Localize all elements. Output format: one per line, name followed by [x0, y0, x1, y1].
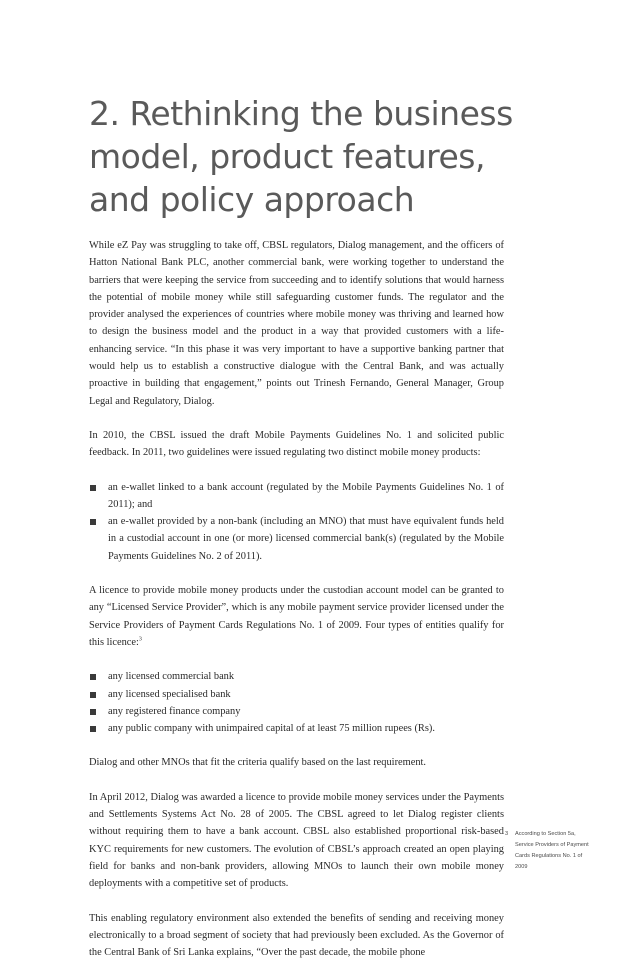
square-bullet-icon [90, 692, 96, 698]
list-item [89, 513, 504, 565]
section-heading: 2. Rethinking the business model, product features, and policy approach [89, 94, 513, 219]
square-bullet-icon [90, 519, 96, 525]
list-item [89, 479, 504, 514]
square-bullet-icon [90, 485, 96, 491]
body-column [89, 237, 504, 978]
paragraph-licence [89, 582, 504, 651]
paragraph-licence-award: In April 2012, Dialog was awarded a licence to provide mobile money services under the Payments and Settlements Systems Act No. 28 of 2005. The CBSL agreed to let Dialog register clients without requiring them to have a bank account. CBSL also established proportional risk-based KYC requirements for new customers. The evolution of CBSL’s approach created an open playing field for banks and non-bank providers, allowing MNOs to launch their own mobile money deployments with a competitive set of products. [89, 791, 504, 890]
entities-list [89, 668, 504, 737]
list-item [89, 703, 504, 720]
square-bullet-icon [90, 709, 96, 715]
list-item-text: an e-wallet provided by a non-bank (including an MNO) that must have equivalent funds held in a custodial account in one (or more) licensed commercial bank(s) (regulated by the Mobile Payments Guidelines No. 2 of 2011). [108, 516, 504, 562]
paragraph-guidelines: In 2010, the CBSL issued the draft Mobile Payments Guidelines No. 1 and solicited public feedback. In 2011, two guidelines were issued regulating two distinct mobile money products: [89, 429, 504, 459]
footnote-number: 3 [505, 831, 509, 837]
paragraph-licence-text: A licence to provide mobile money products under the custodian account model can be granted to any “Licensed Service Provider”, which is any mobile payment service provider licensed under the Service Providers of Payment Cards Regulations No. 1 of 2009. Four types of entities qualify for this licence: [89, 585, 504, 648]
list-item [89, 720, 504, 737]
square-bullet-icon [90, 674, 96, 680]
paragraph-intro: While eZ Pay was struggling to take off, CBSL regulators, Dialog management, and the officers of Hatton National Bank PLC, another commercial bank, were working together to understand the barriers that were keeping the service from succeeding and to identify solutions that would harness the potential of mobile money while still safeguarding customer funds. The regulator and the provider analysed the experiences of countries where mobile money was thriving and learned how to design the business model and the product in a way that provided customers with a life-enhancing service. “In this phase it was very important to have a supportive banking partner that would help us to establish a constructive dialogue with the Central Bank, and was actually proactive in building that engagement,” points out Trinesh Fernando, General Manager, Group Legal and Regulatory, Dialog. [89, 240, 504, 407]
list-item-text: any public company with unimpaired capital of at least 75 million rupees (Rs). [108, 723, 435, 735]
list-item-text: an e-wallet linked to a bank account (regulated by the Mobile Payments Guidelines No. 1 of 2011); and [108, 481, 504, 510]
list-item-text: any licensed specialised bank [108, 688, 231, 700]
footnote-reference: 3 [138, 636, 142, 643]
paragraph-mnos: Dialog and other MNOs that fit the criteria qualify based on the last requirement. [89, 757, 427, 769]
list-item [89, 668, 504, 685]
paragraph-regulatory-environment: This enabling regulatory environment also extended the benefits of sending and receiving money electronically to a broad segment of society that had previously been excluded. As the Governor of the Central Bank of Sri Lanka explains, “Over the past decade, the mobile phone [89, 912, 504, 959]
square-bullet-icon [90, 726, 96, 732]
list-item-text: any licensed commercial bank [108, 671, 235, 683]
guidelines-list [89, 479, 504, 565]
footnote-text: According to Section 5a, Service Providers of Payment Cards Regulations No. 1 of 2009 [515, 831, 589, 870]
list-item-text: any registered finance company [108, 705, 241, 717]
list-item [89, 686, 504, 703]
